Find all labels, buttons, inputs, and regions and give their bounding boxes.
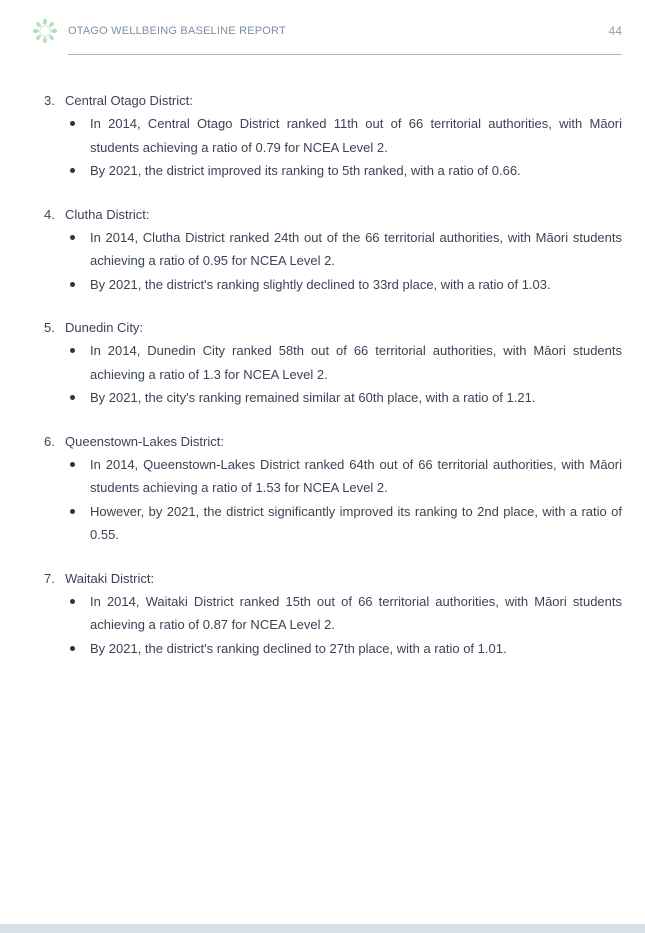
section-heading	[44, 203, 622, 226]
bullet-list	[44, 339, 622, 410]
bullet-list	[44, 590, 622, 661]
section-queenstown-lakes	[44, 430, 622, 547]
section-number: 7.	[44, 570, 55, 586]
section-number: 3.	[44, 93, 55, 108]
header-divider	[68, 54, 622, 55]
page-header	[0, 0, 645, 60]
report-title: OTAGO WELLBEING BASELINE REPORT	[68, 25, 286, 37]
bullet-list	[44, 226, 622, 297]
bullet-list	[44, 112, 622, 183]
bullet-item: By 2021, the district's ranking slightly declined to 33rd place, with a ratio of 1.03.	[69, 273, 622, 297]
section-number: 6.	[44, 433, 55, 449]
bullet-item: By 2021, the city's ranking remained similar at 60th place, with a ratio of 1.21.	[69, 386, 622, 410]
footer-bar	[0, 924, 645, 933]
bullet-list	[44, 453, 622, 547]
section-clutha	[44, 203, 622, 297]
section-title: Central Otago District:	[65, 93, 193, 108]
section-number: 5.	[44, 320, 55, 335]
section-central-otago	[44, 89, 622, 183]
bullet-item: In 2014, Clutha District ranked 24th out of the 66 territorial authorities, with Māori students achieving a ratio of 0.95 for NCEA Level 2.	[69, 226, 622, 273]
bullet-item: However, by 2021, the district significantly improved its ranking to 2nd place, with a ratio of 0.55.	[69, 500, 622, 547]
section-title: Queenstown-Lakes District:	[65, 433, 224, 449]
section-heading	[44, 89, 622, 112]
section-title: Dunedin City:	[65, 320, 144, 335]
section-heading	[44, 567, 622, 590]
bullet-item: By 2021, the district's ranking declined to 27th place, with a ratio of 1.01.	[69, 637, 622, 661]
report-content	[44, 89, 622, 680]
bullet-item: By 2021, the district improved its ranking to 5th ranked, with a ratio of 0.66.	[69, 159, 622, 183]
section-heading	[44, 430, 622, 453]
section-waitaki	[44, 567, 622, 661]
section-dunedin	[44, 316, 622, 410]
leaf-wreath-logo-icon	[33, 19, 57, 43]
bullet-item: In 2014, Waitaki District ranked 15th out of 66 territorial authorities, with Māori students achieving a ratio of 0.87 for NCEA Level 2.	[69, 590, 622, 637]
page-number: 44	[608, 24, 622, 38]
section-title: Clutha District:	[65, 206, 150, 222]
bullet-item: In 2014, Queenstown-Lakes District ranked 64th out of 66 territorial authorities, with Māori students achieving a ratio of 1.53 for NCEA Level 2.	[69, 453, 622, 500]
section-title: Waitaki District:	[65, 570, 155, 586]
section-number: 4.	[44, 206, 55, 222]
bullet-item: In 2014, Dunedin City ranked 58th out of 66 territorial authorities, with Māori students achieving a ratio of 1.3 for NCEA Level 2.	[69, 339, 622, 386]
bullet-item: In 2014, Central Otago District ranked 11th out of 66 territorial authorities, with Māori students achieving a ratio of 0.79 for NCEA Level 2.	[69, 112, 622, 159]
section-heading	[44, 316, 622, 339]
